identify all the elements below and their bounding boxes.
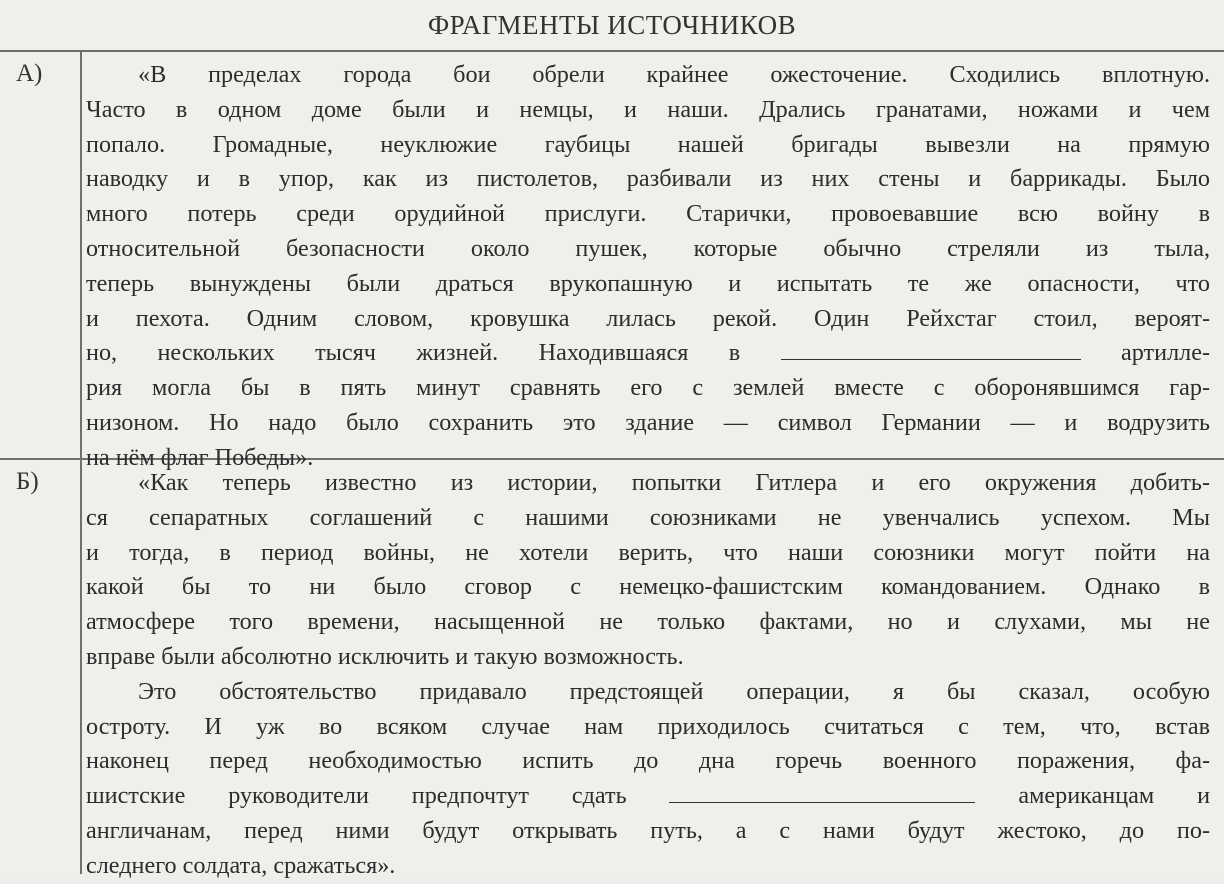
text-line: англичанам, перед ними будут открывать путь, а с нами будут жестоко, до по- [86, 816, 1210, 844]
text-line: Это обстоятельство придавало предстоящей операции, я бы сказал, особую [138, 677, 1210, 705]
text-segment: шистские руководители предпочтут сдать [86, 782, 627, 810]
text-line: вправе были абсолютно исключить и такую возможность. [86, 642, 684, 670]
answer-blank[interactable] [781, 339, 1081, 360]
column-divider [80, 50, 82, 874]
text-line: относительной безопасности около пушек, которые обычно стреляли из тыла, [86, 234, 1210, 262]
text-line: ся сепаратных соглашений с нашими союзниками не увенчались успехом. Мы [86, 503, 1210, 531]
fragment-a-text [86, 58, 1210, 476]
text-line: «Как теперь известно из истории, попытки Гитлера и его окружения добить- [138, 469, 1210, 496]
text-segment: но, нескольких тысяч жизней. Находившаяся в [86, 339, 741, 367]
text-line: атмосфере того времени, насыщенной не только фактами, но и слухами, мы не [86, 608, 1210, 636]
text-line: и тогда, в период войны, не хотели верить, что наши союзники могут пойти на [86, 538, 1210, 566]
text-line: теперь вынуждены были драться врукопашную и испытать те же опасности, что [86, 269, 1210, 297]
text-line: следнего солдата, сражаться». [86, 851, 396, 879]
text-line: Часто в одном доме были и немцы, и наши. Дрались гранатами, ножами и чем [86, 95, 1210, 123]
page-title: ФРАГМЕНТЫ ИСТОЧНИКОВ [0, 0, 1224, 52]
text-line: наводку и в упор, как из пистолетов, разбивали из них стены и баррикады. Было [86, 165, 1210, 193]
text-line-with-blank [86, 336, 1210, 371]
text-line: рия могла бы в пять минут сравнять его с землей вместе с оборонявшимся гар- [86, 374, 1210, 402]
text-line: какой бы то ни было сговор с немецко-фашистским командованием. Однако в [86, 573, 1210, 601]
text-line: низоном. Но надо было сохранить это здание — символ Германии — и водрузить [86, 408, 1210, 436]
text-line: и пехота. Одним словом, кровушка лилась рекой. Один Рейхстаг стоил, вероят- [86, 304, 1210, 332]
text-line: попало. Громадные, неуклюжие гаубицы нашей бригады вывезли на прямую [86, 130, 1210, 158]
text-line: много потерь среди орудийной прислуги. Старички, провоевавшие всю войну в [86, 200, 1210, 228]
text-line-with-blank [86, 779, 1210, 814]
fragment-a-label: А) [16, 60, 43, 87]
text-segment: американцам и [1018, 782, 1210, 810]
answer-blank[interactable] [669, 782, 975, 803]
fragment-b-label: Б) [16, 468, 39, 495]
text-segment: артилле- [1121, 339, 1210, 367]
fragment-b-text [86, 466, 1210, 884]
text-line: остроту. И уж во всяком случае нам приходилось считаться с тем, что, встав [86, 712, 1210, 740]
text-line: «В пределах города бои обрели крайнее ожесточение. Сходились вплотную. [138, 61, 1210, 88]
text-line: на нём флаг Победы». [86, 443, 314, 471]
text-line: наконец перед необходимостью испить до дна горечь военного поражения, фа- [86, 747, 1210, 775]
